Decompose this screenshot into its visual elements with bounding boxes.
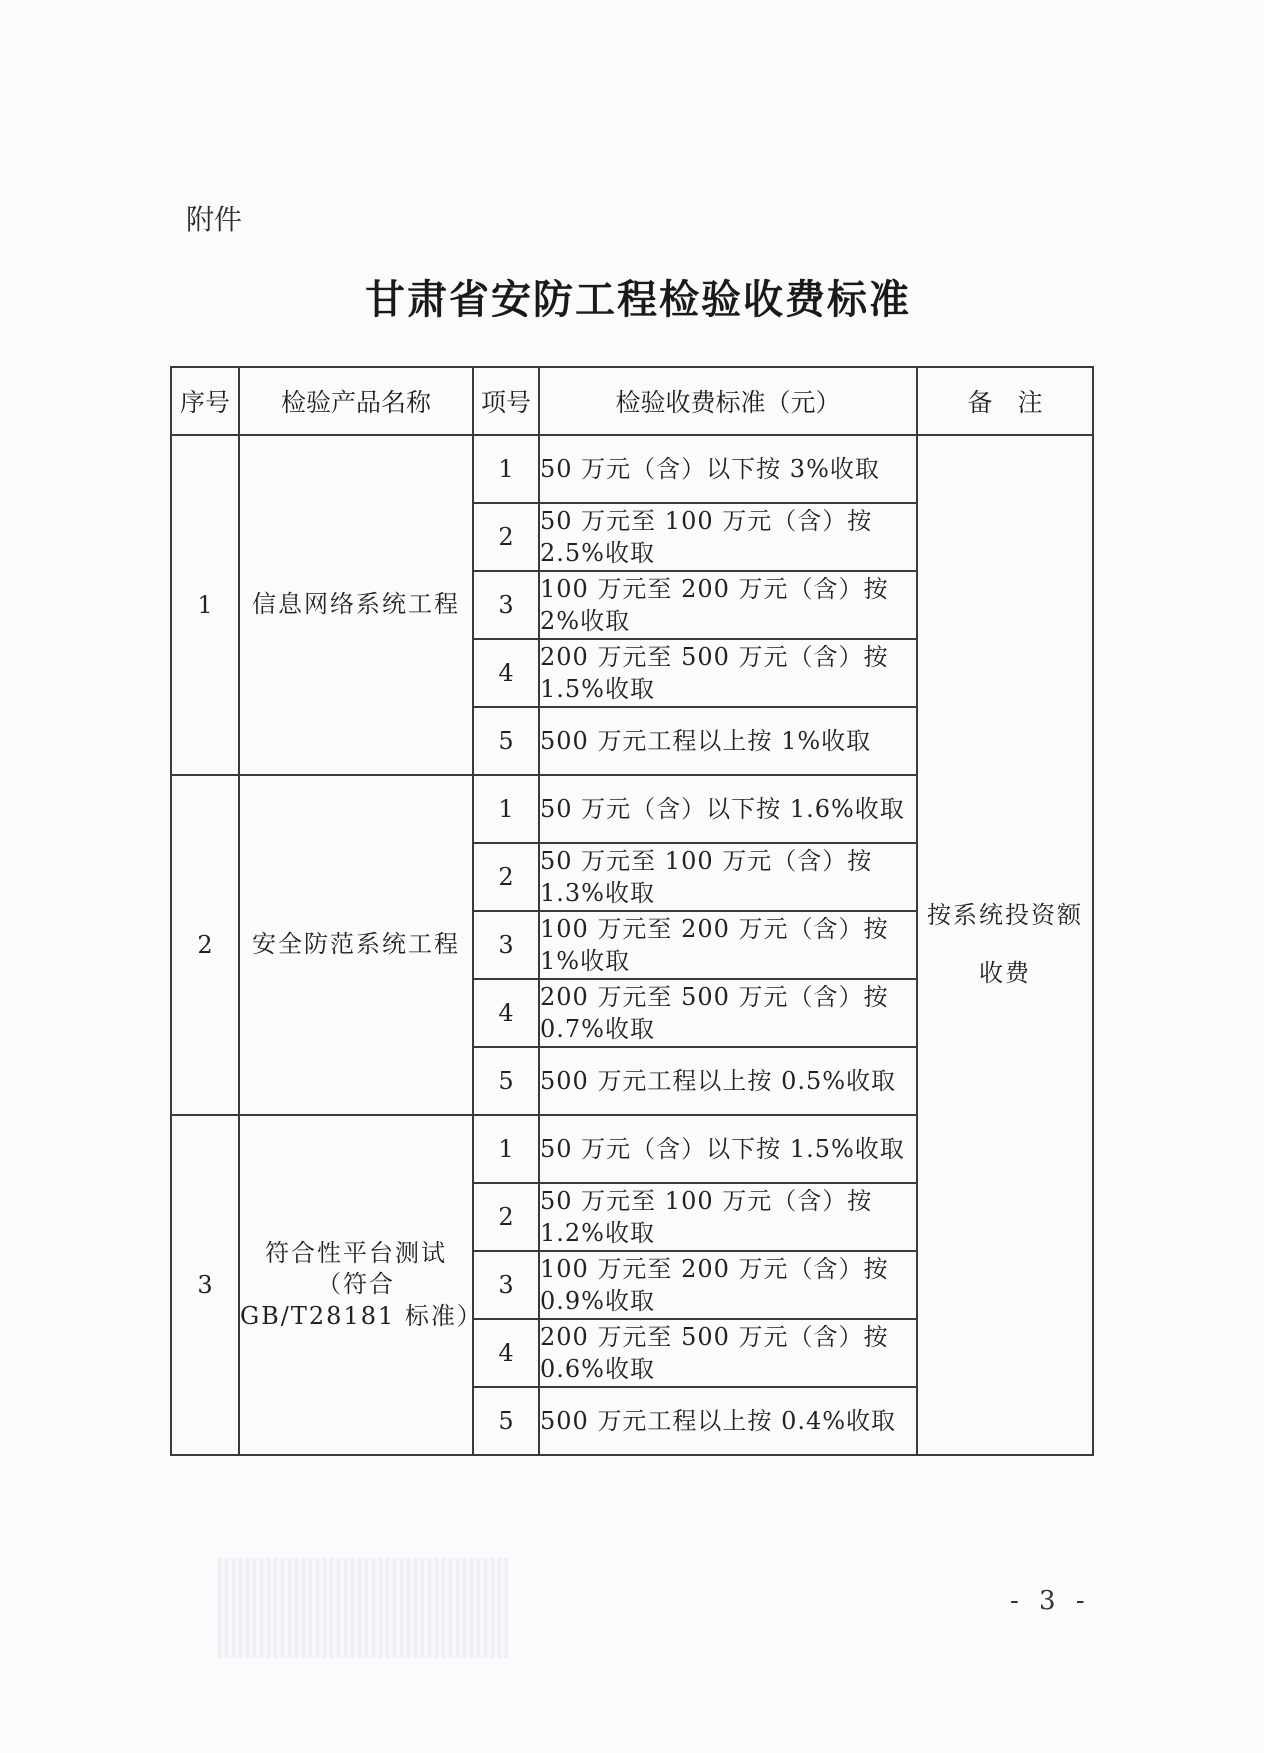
- fee-standard-text: 500 万元工程以上按 1%收取: [539, 707, 917, 775]
- fee-standard-text: 50 万元（含）以下按 1.6%收取: [539, 775, 917, 843]
- item-number: 1: [473, 1115, 539, 1183]
- item-number: 2: [473, 1183, 539, 1251]
- group-number: 2: [171, 775, 239, 1115]
- item-number: 3: [473, 1251, 539, 1319]
- fee-standard-text: 500 万元工程以上按 0.4%收取: [539, 1387, 917, 1455]
- fee-standard-text: 500 万元工程以上按 0.5%收取: [539, 1047, 917, 1115]
- page-number: - 3 -: [1010, 1586, 1091, 1616]
- table-body: [171, 435, 1093, 1455]
- group-number: 1: [171, 435, 239, 775]
- item-number: 5: [473, 1387, 539, 1455]
- table-row: [171, 435, 1093, 503]
- remark-cell: [917, 435, 1093, 1455]
- item-number: 1: [473, 775, 539, 843]
- item-number: 5: [473, 707, 539, 775]
- product-name: 信息网络系统工程: [239, 435, 473, 775]
- header-product-name: 检验产品名称: [239, 367, 473, 435]
- document-title: 甘肃省安防工程检验收费标准: [365, 277, 911, 323]
- item-number: 3: [473, 911, 539, 979]
- fee-standard-text: 100 万元至 200 万元（含）按 1%收取: [539, 911, 917, 979]
- header-fee-standard: 检验收费标准（元）: [539, 367, 917, 435]
- fee-standard-text: 200 万元至 500 万元（含）按 1.5%收取: [539, 639, 917, 707]
- attachment-label: 附件: [186, 203, 243, 236]
- fee-standard-text: 50 万元至 100 万元（含）按 2.5%收取: [539, 503, 917, 571]
- fee-standard-text: 50 万元（含）以下按 1.5%收取: [539, 1115, 917, 1183]
- item-number: 4: [473, 1319, 539, 1387]
- fee-standard-text: 50 万元至 100 万元（含）按 1.2%收取: [539, 1183, 917, 1251]
- fee-standard-text: 200 万元至 500 万元（含）按 0.6%收取: [539, 1319, 917, 1387]
- item-number: 5: [473, 1047, 539, 1115]
- fee-standard-text: 50 万元（含）以下按 3%收取: [539, 435, 917, 503]
- item-number: 3: [473, 571, 539, 639]
- remark-line-1: 按系统投资额: [927, 901, 1083, 930]
- qr-stamp-mark: [218, 1558, 508, 1658]
- product-name: 安全防范系统工程: [239, 775, 473, 1115]
- fee-standard-text: 200 万元至 500 万元（含）按 0.7%收取: [539, 979, 917, 1047]
- fee-standard-table: [170, 366, 1094, 1456]
- item-number: 4: [473, 639, 539, 707]
- remark-line-2: 收费: [979, 959, 1031, 987]
- group-number: 3: [171, 1115, 239, 1455]
- table-header-row: [171, 367, 1093, 435]
- header-item-no: 项号: [473, 367, 539, 435]
- item-number: 2: [473, 503, 539, 571]
- item-number: 1: [473, 435, 539, 503]
- header-no: 序号: [171, 367, 239, 435]
- fee-standard-text: 50 万元至 100 万元（含）按 1.3%收取: [539, 843, 917, 911]
- fee-standard-text: 100 万元至 200 万元（含）按 0.9%收取: [539, 1251, 917, 1319]
- header-remark: 备 注: [917, 367, 1093, 435]
- item-number: 2: [473, 843, 539, 911]
- item-number: 4: [473, 979, 539, 1047]
- fee-standard-text: 100 万元至 200 万元（含）按 2%收取: [539, 571, 917, 639]
- product-name: 符合性平台测试（符合 GB/T28181 标准）: [239, 1115, 473, 1455]
